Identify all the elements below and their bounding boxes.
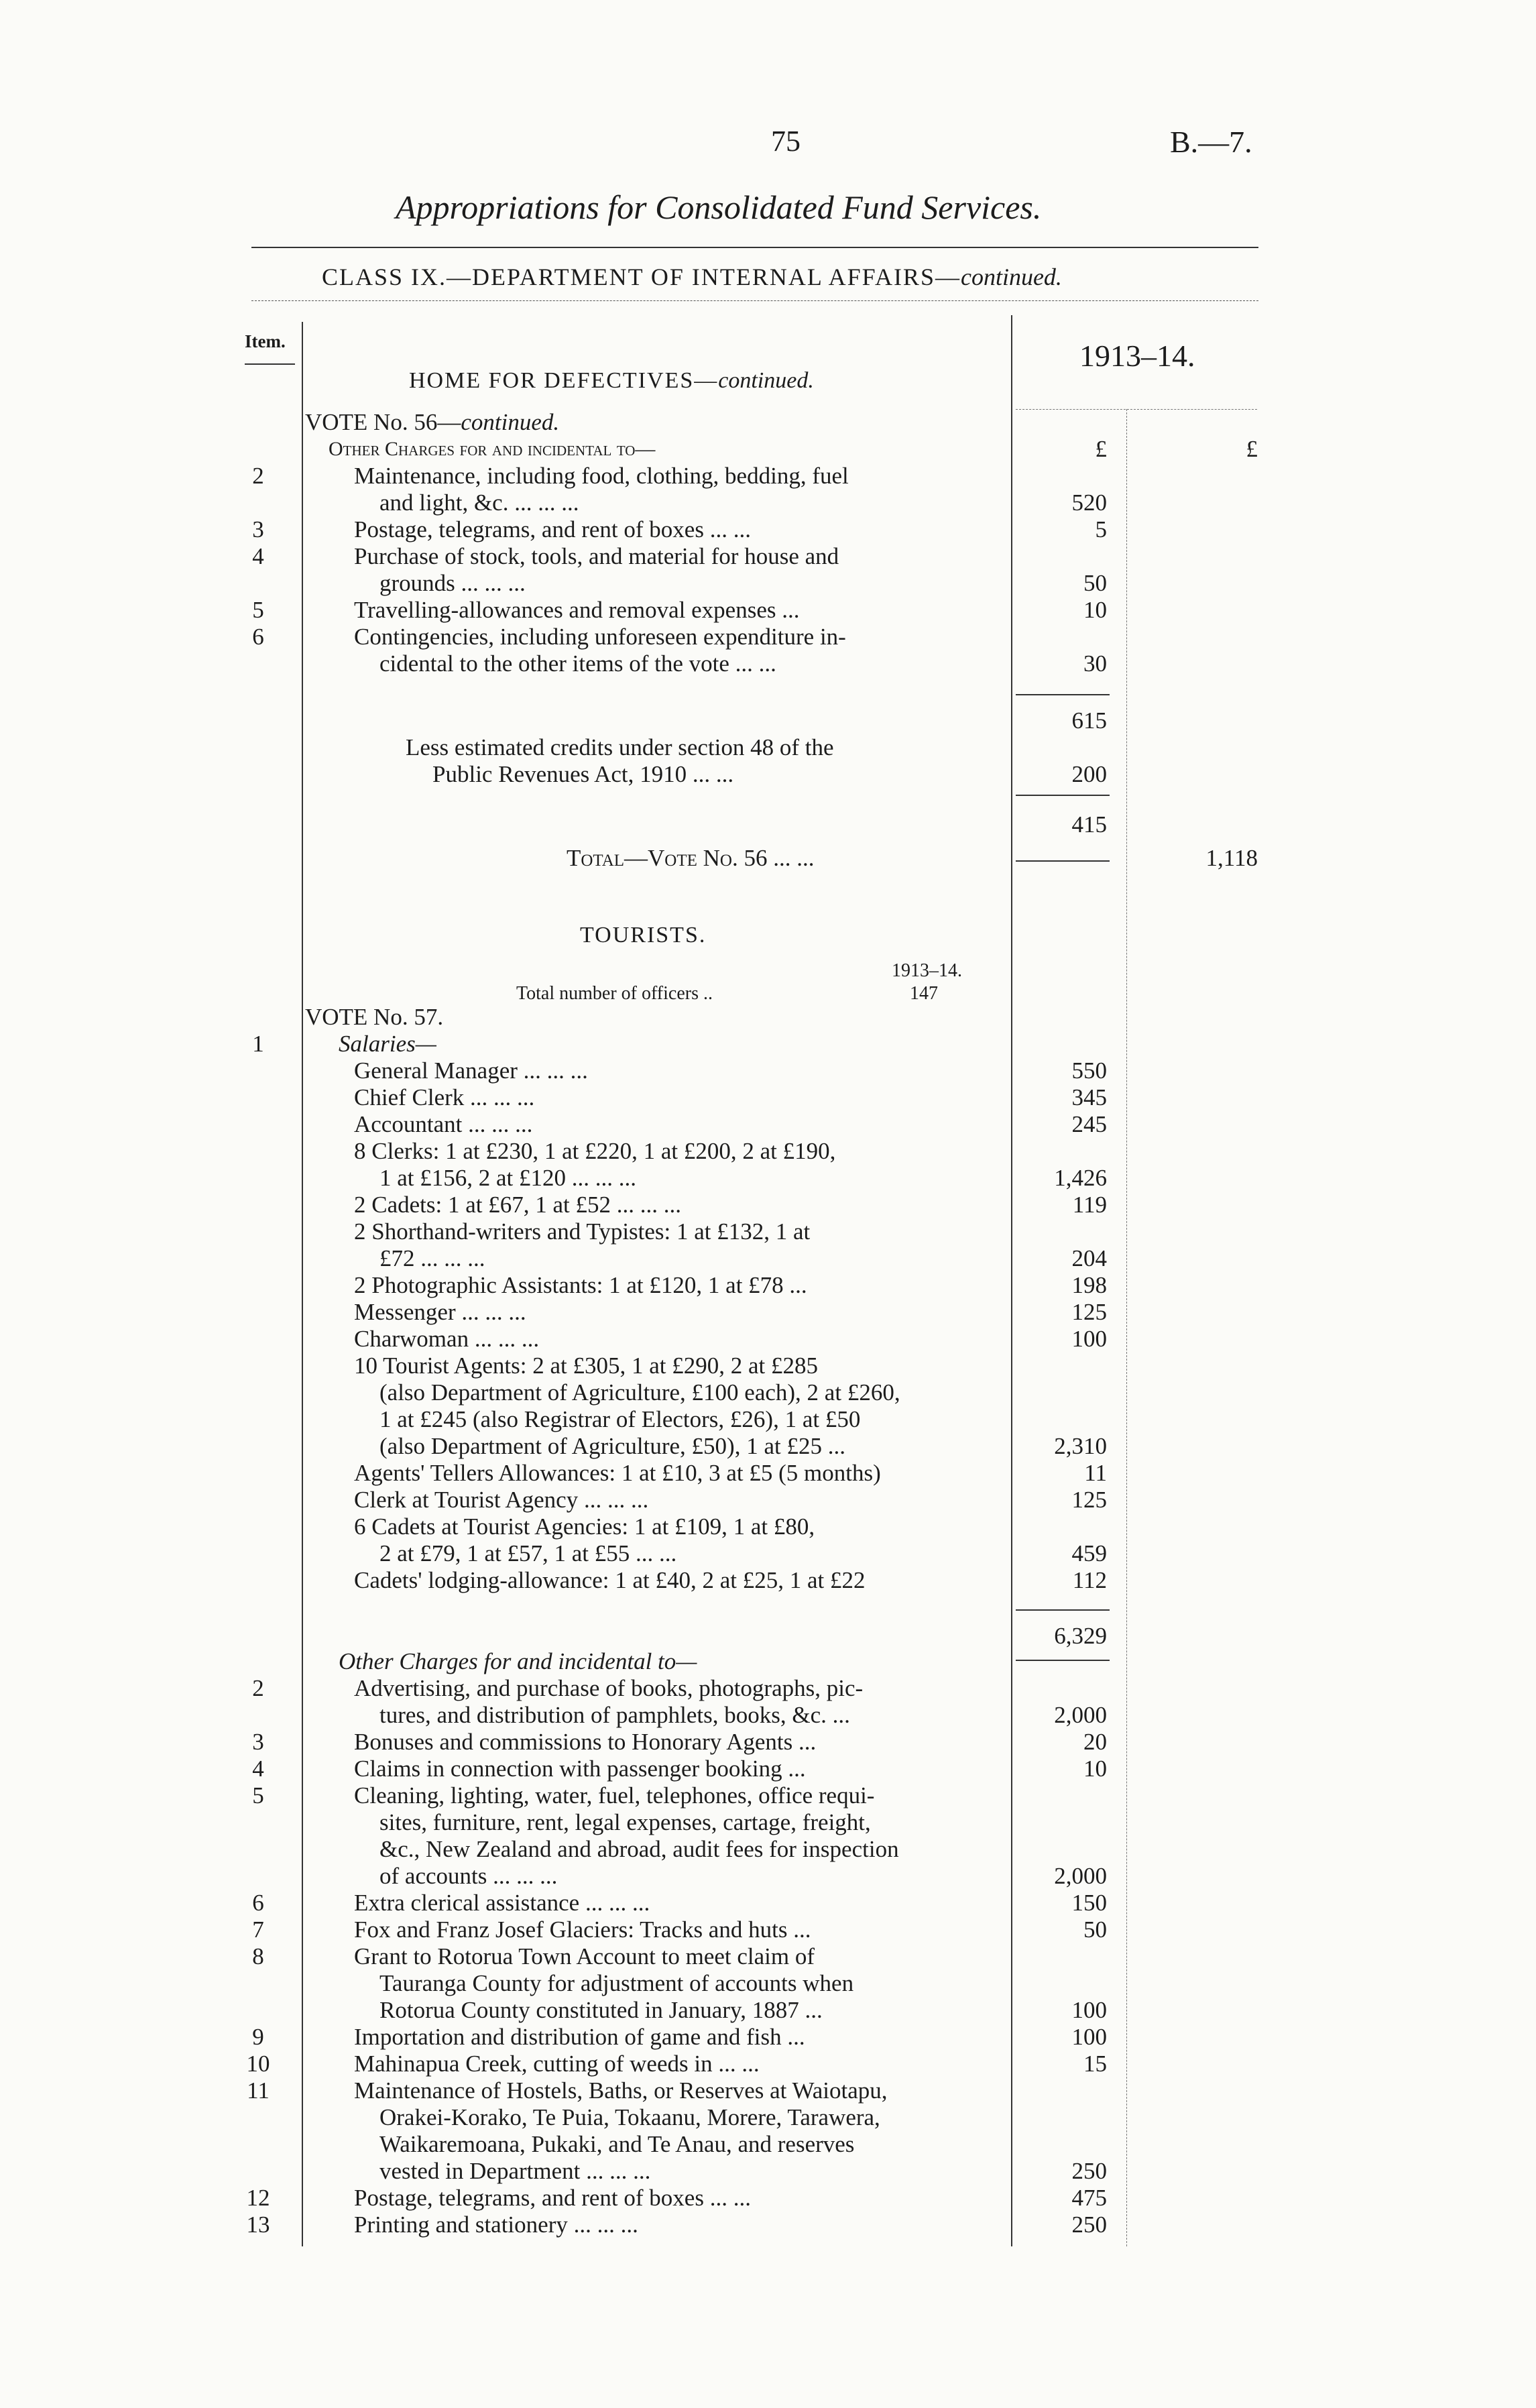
tourist-item-number: 7 [252, 1916, 264, 1943]
salary-item-text: 2 Shorthand-writers and Typistes: 1 at £132, 1 at [354, 1218, 811, 1245]
salary-row [0, 1433, 1536, 1460]
home-item-amount: 10 [1083, 597, 1107, 623]
tourist-item-text: Claims in connection with passenger booking ... [354, 1756, 806, 1782]
tourist-row [0, 1836, 1536, 1863]
tourist-row [0, 1890, 1536, 1916]
tourist-item-amount: 50 [1083, 1916, 1107, 1943]
tourist-item-text: tures, and distribution of pamphlets, books, &c. ... [379, 1702, 850, 1728]
page-title: Appropriations for Consolidated Fund Services. [396, 188, 1042, 226]
salaries-total-amount: 6,329 [1054, 1623, 1107, 1649]
class-heading [322, 263, 1062, 291]
home-item-text: cidental to the other items of the vote ... ... [379, 650, 776, 677]
home-less [0, 734, 1536, 761]
tourist-item-number: 2 [252, 1675, 264, 1701]
tourist-item-amount: 100 [1071, 1997, 1107, 2023]
home-less-amount: 200 [1071, 761, 1107, 787]
salaries-item-number: 1 [252, 1031, 264, 1057]
tourist-item-amount: 150 [1071, 1890, 1107, 1916]
tourists-other-charges [0, 1648, 1536, 1675]
tourist-item-text: Grant to Rotorua Town Account to meet claim of [354, 1943, 815, 1969]
salary-row [0, 1111, 1536, 1138]
officers-label: Total number of officers .. [516, 983, 713, 1004]
currency-symbol: £ [1095, 436, 1107, 462]
salaries-total [0, 1623, 1536, 1650]
tourist-item-amount: 100 [1071, 2024, 1107, 2050]
officers-count [0, 980, 1536, 1007]
home-vote-text [305, 409, 559, 436]
salary-row [0, 1138, 1536, 1165]
tourist-item-amount: 250 [1071, 2212, 1107, 2238]
home-item-amount: 520 [1071, 490, 1107, 516]
home-item-number: 2 [252, 463, 264, 489]
home-net [0, 811, 1536, 838]
home-heading [0, 367, 1536, 394]
salary-row [0, 1192, 1536, 1218]
salary-item-text: 1 at £156, 2 at £120 ... ... ... [379, 1165, 637, 1191]
salary-item-amount: 100 [1071, 1326, 1107, 1352]
salary-row [0, 1057, 1536, 1084]
salaries-heading [0, 1031, 1536, 1057]
salary-item-text: Cadets' lodging-allowance: 1 at £40, 2 at £25, 1 at £22 [354, 1567, 866, 1593]
tourist-item-text: Advertising, and purchase of books, photographs, pic- [354, 1675, 864, 1701]
tourist-item-amount: 475 [1071, 2185, 1107, 2211]
home-row [0, 650, 1536, 677]
home-row [0, 570, 1536, 597]
item-header-rule [245, 363, 295, 365]
salary-item-text: Agents' Tellers Allowances: 1 at £10, 3 at £5 (5 months) [354, 1460, 881, 1486]
tourists-heading [0, 922, 1536, 949]
salary-item-text: (also Department of Agriculture, £50), 1 at £25 ... [379, 1433, 845, 1459]
tourist-item-number: 4 [252, 1756, 264, 1782]
tourist-row [0, 1702, 1536, 1729]
home-item-text: and light, &c. ... ... ... [379, 490, 579, 516]
home-row [0, 543, 1536, 570]
tourist-item-amount: 250 [1071, 2158, 1107, 2184]
salary-row [0, 1540, 1536, 1567]
tourists-vote [0, 1004, 1536, 1031]
salary-item-text: (also Department of Agriculture, £100 each), 2 at £260, [379, 1379, 900, 1406]
salary-item-text: Clerk at Tourist Agency ... ... ... [354, 1487, 649, 1513]
year-header: 1913–14. [1079, 339, 1195, 373]
tourist-item-number: 9 [252, 2024, 264, 2050]
tourists-other-charges-label: Other Charges for and incidental to— [339, 1648, 697, 1674]
home-item-text: Maintenance, including food, clothing, bedding, fuel [354, 463, 849, 489]
tourist-row [0, 1782, 1536, 1809]
officers-year-label: 1913–14. [892, 960, 962, 981]
home-item-amount: 50 [1083, 570, 1107, 596]
class-heading-suffix: continued. [960, 264, 1062, 290]
tourist-item-number: 8 [252, 1943, 264, 1969]
home-subtotal [0, 707, 1536, 734]
salary-item-amount: 1,426 [1054, 1165, 1107, 1191]
salary-item-text: 1 at £245 (also Registrar of Electors, £26), 1 at £50 [379, 1406, 861, 1432]
item-column-header: Item. [245, 331, 286, 351]
home-heading-main: HOME FOR DEFECTIVES— [409, 368, 719, 393]
salary-item-text: £72 ... ... ... [379, 1245, 485, 1271]
salary-item-text: Messenger ... ... ... [354, 1299, 526, 1325]
officers-count-value: 147 [910, 983, 938, 1004]
home-item-text: Postage, telegrams, and rent of boxes ... ... [354, 516, 751, 542]
salary-row [0, 1353, 1536, 1379]
home-item-text: Travelling-allowances and removal expenses ... [354, 597, 800, 623]
home-less-text: Public Revenues Act, 1910 ... ... [432, 761, 734, 787]
home-other-charges-label: Other Charges for and incidental to— [329, 438, 656, 460]
tourist-item-text: sites, furniture, rent, legal expenses, cartage, freight, [379, 1809, 871, 1835]
tourist-row [0, 2077, 1536, 2104]
tourist-item-number: 6 [252, 1890, 264, 1916]
tourist-item-number: 3 [252, 1729, 264, 1755]
tourist-row [0, 1863, 1536, 1890]
tourist-item-amount: 20 [1083, 1729, 1107, 1755]
tourist-item-text: Bonuses and commissions to Honorary Agents ... [354, 1729, 817, 1755]
tourist-item-text: Fox and Franz Josef Glaciers: Tracks and huts ... [354, 1916, 811, 1943]
home-total-label: Total—Vote No. 56 ... ... [567, 845, 815, 871]
class-heading-text: CLASS IX.—DEPARTMENT OF INTERNAL AFFAIRS— [322, 264, 961, 290]
tourist-item-number: 5 [252, 1782, 264, 1809]
salaries-total-rule [1016, 1609, 1110, 1611]
home-total-rule [1016, 860, 1110, 862]
tourist-item-text: Printing and stationery ... ... ... [354, 2212, 638, 2238]
salary-item-text: 6 Cadets at Tourist Agencies: 1 at £109, 1 at £80, [354, 1513, 815, 1540]
tourist-row [0, 1997, 1536, 2024]
class-rule [251, 300, 1258, 301]
salary-item-amount: 119 [1072, 1192, 1107, 1218]
tourist-row [0, 2051, 1536, 2077]
tourist-item-number: 13 [246, 2212, 270, 2238]
home-net-rule [1016, 795, 1110, 796]
tourists-heading-text: TOURISTS. [580, 923, 707, 948]
tourist-row [0, 1809, 1536, 1836]
home-vote [0, 409, 1536, 436]
salary-row [0, 1165, 1536, 1192]
home-item-text: grounds ... ... ... [379, 570, 526, 596]
salary-row [0, 1272, 1536, 1299]
salary-row [0, 1299, 1536, 1326]
tourist-item-amount: 2,000 [1054, 1863, 1107, 1889]
home-item-amount: 30 [1083, 650, 1107, 677]
tourist-row [0, 1675, 1536, 1702]
salary-item-amount: 125 [1071, 1487, 1107, 1513]
salary-item-amount: 11 [1084, 1460, 1107, 1486]
salary-row [0, 1218, 1536, 1245]
tourist-item-text: Tauranga County for adjustment of accounts when [379, 1970, 854, 1996]
home-row [0, 516, 1536, 543]
tourist-item-text: Orakei-Korako, Te Puia, Tokaanu, Morere, Tarawera, [379, 2104, 880, 2130]
tourist-item-amount: 2,000 [1054, 1702, 1107, 1728]
salary-item-amount: 550 [1071, 1057, 1107, 1084]
salary-item-amount: 2,310 [1054, 1433, 1107, 1459]
salary-item-amount: 459 [1071, 1540, 1107, 1566]
salary-row [0, 1460, 1536, 1487]
tourist-item-text: vested in Department ... ... ... [379, 2158, 651, 2184]
tourist-row [0, 2131, 1536, 2158]
tourist-item-text: Waikaremoana, Pukaki, and Te Anau, and reserves [379, 2131, 855, 2157]
home-vote-suffix: continued. [461, 409, 560, 435]
salary-row [0, 1245, 1536, 1272]
salary-item-text: 2 Cadets: 1 at £67, 1 at £52 ... ... ... [354, 1192, 682, 1218]
tourist-row [0, 1729, 1536, 1756]
home-total [0, 845, 1536, 872]
home-heading-text [409, 367, 814, 394]
salary-item-text: 2 at £79, 1 at £57, 1 at £55 ... ... [379, 1540, 677, 1566]
home-heading-suffix: continued. [718, 368, 814, 393]
home-item-number: 4 [252, 543, 264, 569]
home-less [0, 761, 1536, 788]
home-item-number: 5 [252, 597, 264, 623]
salary-row [0, 1513, 1536, 1540]
tourist-item-text: Mahinapua Creek, cutting of weeds in ... ... [354, 2051, 760, 2077]
salary-item-text: 8 Clerks: 1 at £230, 1 at £220, 1 at £200, 2 at £190, [354, 1138, 836, 1164]
tourist-item-text: Cleaning, lighting, water, fuel, telephones, office requi- [354, 1782, 875, 1809]
salary-row [0, 1406, 1536, 1433]
tourist-item-text: Importation and distribution of game and fish ... [354, 2024, 805, 2050]
home-row [0, 597, 1536, 624]
tourist-item-number: 10 [246, 2051, 270, 2077]
home-row [0, 624, 1536, 650]
tourists-vote-text: VOTE No. 57. [305, 1004, 444, 1030]
salaries-label: Salaries— [339, 1031, 436, 1057]
home-item-number: 6 [252, 624, 264, 650]
salary-item-text: 2 Photographic Assistants: 1 at £120, 1 at £78 ... [354, 1272, 807, 1298]
salary-item-amount: 198 [1071, 1272, 1107, 1298]
home-row [0, 463, 1536, 490]
home-other-charges [0, 436, 1536, 463]
tourist-row [0, 2212, 1536, 2238]
home-total-amount: 1,118 [1205, 845, 1258, 871]
salary-item-amount: 204 [1071, 1245, 1107, 1271]
home-net-amount: 415 [1071, 811, 1107, 838]
salary-item-amount: 245 [1071, 1111, 1107, 1137]
home-subtotal-rule [1016, 694, 1110, 695]
home-item-text: Contingencies, including unforeseen expenditure in- [354, 624, 846, 650]
salary-item-text: Charwoman ... ... ... [354, 1326, 540, 1352]
salary-item-text: 10 Tourist Agents: 2 at £305, 1 at £290, 2 at £285 [354, 1353, 819, 1379]
tourist-item-text: Rotorua County constituted in January, 1887 ... [379, 1997, 823, 2023]
salary-item-text: Accountant ... ... ... [354, 1111, 533, 1137]
tourist-item-text: Postage, telegrams, and rent of boxes ... ... [354, 2185, 751, 2211]
title-rule [251, 247, 1258, 248]
tourist-row [0, 2185, 1536, 2212]
salary-item-amount: 125 [1071, 1299, 1107, 1325]
salary-item-text: General Manager ... ... ... [354, 1057, 588, 1084]
home-row [0, 490, 1536, 516]
home-subtotal-amount: 615 [1071, 707, 1107, 734]
salary-item-amount: 112 [1072, 1567, 1107, 1593]
salary-item-text: Chief Clerk ... ... ... [354, 1084, 535, 1110]
tourist-item-text: Maintenance of Hostels, Baths, or Reserves at Waiotapu, [354, 2077, 888, 2104]
tourist-row [0, 1943, 1536, 1970]
tourist-row [0, 1756, 1536, 1782]
salary-row [0, 1567, 1536, 1594]
salary-row [0, 1326, 1536, 1353]
report-code: B.—7. [1170, 125, 1252, 159]
home-item-number: 3 [252, 516, 264, 542]
tourist-row [0, 2158, 1536, 2185]
salary-item-amount: 345 [1071, 1084, 1107, 1110]
salary-row [0, 1379, 1536, 1406]
tourist-item-number: 12 [246, 2185, 270, 2211]
salary-row [0, 1084, 1536, 1111]
home-vote-main: VOTE No. 56— [305, 409, 461, 435]
tourist-row [0, 2024, 1536, 2051]
tourist-item-amount: 10 [1083, 1756, 1107, 1782]
home-less-text: Less estimated credits under section 48 of the [406, 734, 834, 760]
tourist-row [0, 1916, 1536, 1943]
tourist-item-number: 11 [247, 2077, 270, 2104]
page-number: 75 [771, 125, 801, 158]
tourist-item-text: &c., New Zealand and abroad, audit fees for inspection [379, 1836, 899, 1862]
tourist-row [0, 2104, 1536, 2131]
tourist-item-amount: 15 [1083, 2051, 1107, 2077]
home-item-text: Purchase of stock, tools, and material for house and [354, 543, 839, 569]
tourist-item-text: Extra clerical assistance ... ... ... [354, 1890, 650, 1916]
currency-symbol-total: £ [1246, 436, 1258, 462]
tourist-row [0, 1970, 1536, 1997]
salary-row [0, 1487, 1536, 1513]
tourist-item-text: of accounts ... ... ... [379, 1863, 558, 1889]
home-item-amount: 5 [1095, 516, 1107, 542]
